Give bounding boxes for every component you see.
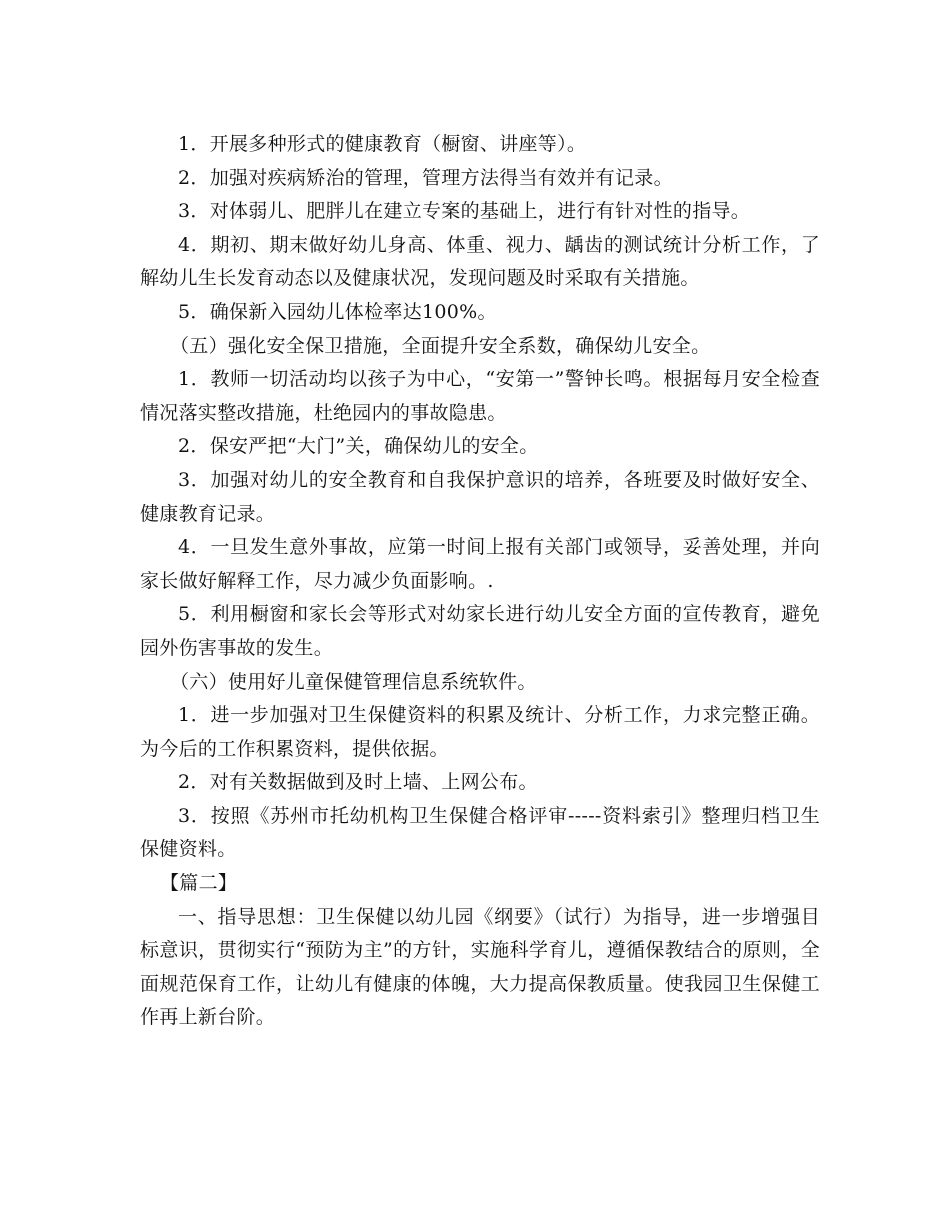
paragraph-safety-5: 5．利用橱窗和家长会等形式对幼家长进行幼儿安全方面的宣传教育，避免园外伤害事故的发生。 <box>140 603 820 659</box>
section-heading-six: （六）使用好儿童保健管理信息系统软件。 <box>170 670 537 693</box>
paragraph-software-2: 2．对有关数据做到及时上墙、上网公布。 <box>178 771 538 794</box>
section-heading-five: （五）强化安全保卫措施，全面提升安全系数，确保幼儿安全。 <box>170 334 711 357</box>
guiding-ideology-paragraph: 一、指导思想：卫生保健以幼儿园《纲要》（试行）为指导，进一步增强目标意识，贯彻实行“预防为主”的方针，实施科学育儿，遵循保教结合的原则，全面规范保育工作，让幼儿有健康的体魄，大力提高保教质量。使我园卫生保健工作再上新台阶。 <box>140 905 820 1029</box>
paragraph-software-3: 3．按照《苏州市托幼机构卫生保健合格评审-----资料索引》整理归档卫生保健资料。 <box>140 804 820 861</box>
paragraph-item-5: 5．确保新入园幼儿体检率达100%。 <box>178 300 497 323</box>
paragraph-software-1: 1．进一步加强对卫生保健资料的积累及统计、分析工作，力求完整正确。为今后的工作积累资料，提供依据。 <box>140 704 820 760</box>
paragraph-item-3: 3．对体弱儿、肥胖儿在建立专案的基础上，进行有针对性的指导。 <box>178 200 751 223</box>
document-page <box>140 128 820 1035</box>
paragraph-safety-4: 4．一旦发生意外事故，应第一时间上报有关部门或领导，妥善处理，并向家长做好解释工作，尽力减少负面影响。. <box>140 536 820 592</box>
paragraph-item-2: 2．加强对疾病矫治的管理，管理方法得当有效并有记录。 <box>178 166 673 189</box>
paragraph-safety-1: 1．教师一切活动均以孩子为中心，“安第一”警钟长鸣。根据每月安全检查情况落实整改措施，杜绝园内的事故隐患。 <box>140 368 820 424</box>
paragraph-item-4: 4．期初、期末做好幼儿身高、体重、视力、龋齿的测试统计分析工作，了解幼儿生长发育动态以及健康状况，发现问题及时采取有关措施。 <box>140 233 820 290</box>
paragraph-safety-2: 2．保安严把“大门”关，确保幼儿的安全。 <box>178 435 539 458</box>
paragraph-item-1: 1．开展多种形式的健康教育（橱窗、讲座等）。 <box>178 133 587 155</box>
paragraph-safety-3: 3．加强对幼儿的安全教育和自我保护意识的培养，各班要及时做好安全、健康教育记录。 <box>140 468 820 525</box>
part-two-title: 【篇二】 <box>160 872 238 895</box>
